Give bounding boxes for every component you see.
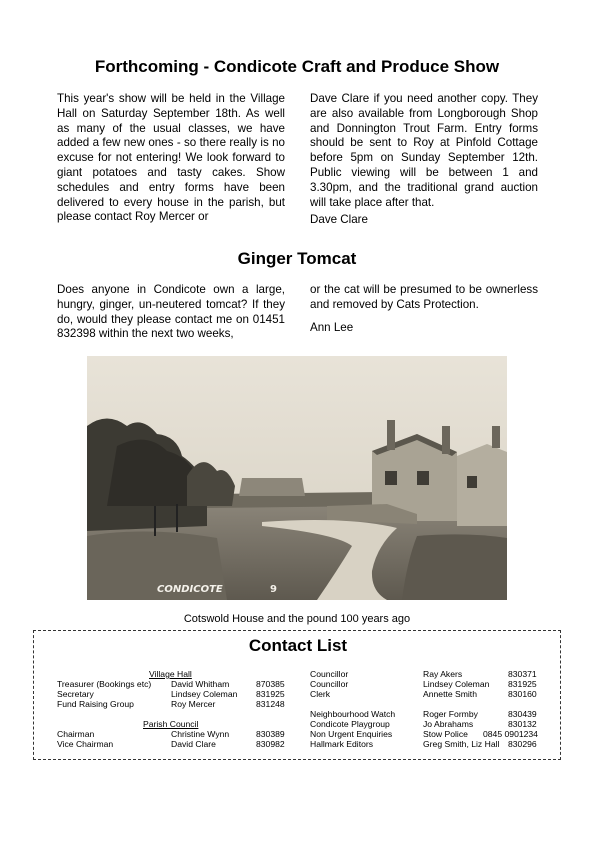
contact-role: Clerk (310, 689, 331, 699)
contact-role: Hallmark Editors (310, 739, 374, 749)
contact-name: David Whitham (171, 679, 230, 689)
contact-phone: 0845 0901234 (483, 729, 538, 739)
photo-handwritten-number: 9 (270, 584, 277, 595)
contact-name: Annette Smith (423, 689, 477, 699)
contact-name: Lindsey Coleman (171, 689, 238, 699)
contact-role: Vice Chairman (57, 739, 114, 749)
contact-phone: 831925 (256, 689, 285, 699)
village-hall-heading: Village Hall (149, 669, 192, 679)
contact-name: David Clare (171, 739, 216, 749)
contact-row (310, 689, 550, 699)
contact-phone: 830371 (508, 669, 537, 679)
contact-list-title: Contact List (248, 636, 348, 655)
show-text-column-1 (57, 92, 285, 225)
contact-name: Jo Abrahams (423, 719, 474, 729)
contact-role: Chairman (57, 729, 95, 739)
contact-row (57, 699, 287, 709)
contact-name: Christine Wynn (171, 729, 230, 739)
contact-role: Neighbourhood Watch (310, 709, 396, 719)
contact-row (310, 669, 550, 679)
contact-name: Lindsey Coleman (423, 679, 490, 689)
contact-phone: 830439 (508, 709, 537, 719)
contact-phone: 830296 (508, 739, 537, 749)
contact-role: Secretary (57, 689, 94, 699)
contact-role: Fund Raising Group (57, 699, 134, 709)
contact-row (310, 719, 550, 729)
tomcat-paragraph-2: or the cat will be presumed to be ownerless and removed by Cats Protection. (310, 283, 538, 311)
contact-role: Councillor (310, 669, 349, 679)
contact-role: Non Urgent Enquiries (310, 729, 393, 739)
contact-phone: 870385 (256, 679, 285, 689)
contact-name: Greg Smith, Liz Hall (423, 739, 500, 749)
contact-phone: 831925 (508, 679, 537, 689)
show-paragraph-2: Dave Clare if you need another copy. They are also available from Longborough Shop and Donnington Trout Farm. Entry forms should be sent to Roy at Pinfold Cottage before 5pm on Sunday September 12th. Public viewing will be between 1 and 3.30pm, and the traditional grand auction will take place after that. (310, 92, 538, 209)
contact-phone: 830982 (256, 739, 285, 749)
tomcat-paragraph-1: Does anyone in Condicote own a large, hungry, ginger, un-neutered tomcat? If they do, would they please contact me on 01451 832398 within the next two weeks, (57, 283, 285, 341)
photo-handwritten-label: CONDICOTE (157, 584, 223, 595)
contact-row (57, 729, 287, 739)
contact-phone: 830160 (508, 689, 537, 699)
photo-caption: Cotswold House and the pound 100 years ago (183, 613, 411, 625)
historic-photo (87, 356, 507, 600)
contact-name: Roy Mercer (171, 699, 216, 709)
contact-row (310, 679, 550, 689)
show-paragraph-1: This year's show will be held in the Village Hall on Saturday September 18th. As well as many of the usual classes, we have added a few new ones - so there really is no excuse for not entering! We look forward to giant potatoes and tasty cakes. Show schedules and entry forms have been delivered to every house in the parish, but please contact Roy Mercer or (57, 92, 285, 224)
contact-left-column (57, 669, 287, 749)
contact-name: Ray Akers (423, 669, 463, 679)
contact-name: Roger Formby (423, 709, 478, 719)
tomcat-text-column-2 (310, 283, 538, 313)
contact-row (57, 739, 287, 749)
show-heading: Forthcoming - Condicote Craft and Produce Show (94, 57, 500, 76)
contact-row (310, 739, 550, 749)
show-signature: Dave Clare (310, 213, 368, 226)
contact-right-column (310, 669, 550, 749)
contact-role: Treasurer (Bookings etc) (57, 679, 152, 689)
contact-row (57, 689, 287, 699)
contact-phone: 830132 (508, 719, 537, 729)
contact-row (310, 709, 550, 719)
contact-row (57, 679, 287, 689)
show-text-column-2 (310, 92, 538, 210)
contact-name: Stow Police (423, 729, 468, 739)
tomcat-signature: Ann Lee (310, 321, 354, 334)
contact-list-box (33, 630, 561, 760)
parish-council-heading: Parish Council (143, 719, 199, 729)
contact-phone: 831248 (256, 699, 285, 709)
contact-role: Councillor (310, 679, 349, 689)
tomcat-text-column-1 (57, 283, 285, 342)
contact-row (310, 729, 550, 739)
contact-role: Condicote Playgroup (310, 719, 390, 729)
contact-phone: 830389 (256, 729, 285, 739)
tomcat-heading: Ginger Tomcat (237, 249, 357, 268)
